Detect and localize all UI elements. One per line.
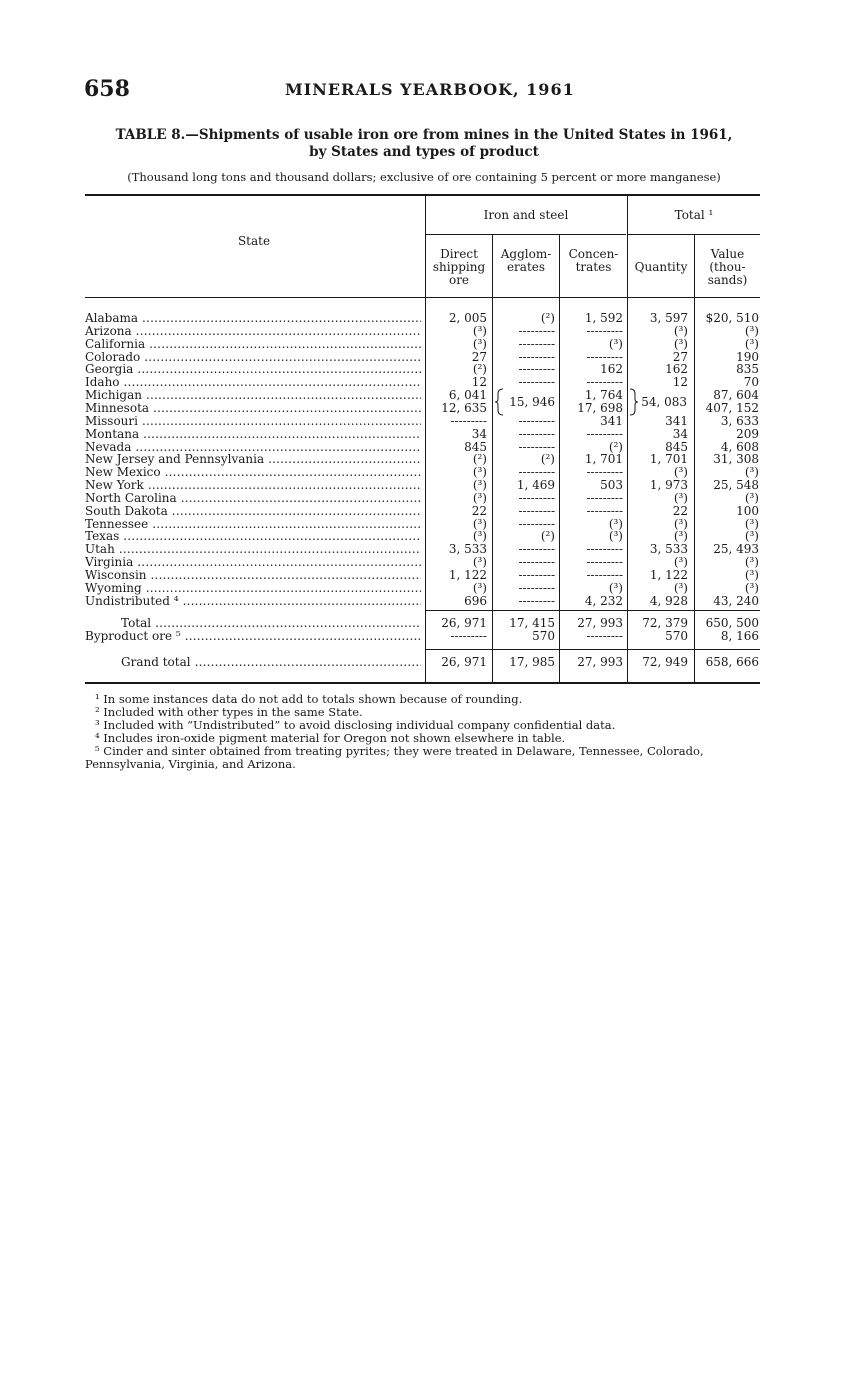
row-state: New Jersey and Pennsylvania .....	[85, 453, 421, 466]
quantity-bracket-value: 54, 083	[641, 395, 687, 409]
cell-agglom: ---------	[518, 516, 555, 531]
cell-agglom: ---------	[518, 542, 555, 557]
cell-value: (³)	[744, 580, 759, 595]
cell-direct: (³)	[472, 490, 487, 505]
cell-quantity: 3, 533	[649, 542, 688, 557]
cell-direct: (³)	[472, 516, 487, 531]
cell-concen: 27, 993	[577, 616, 623, 630]
table-row	[85, 312, 760, 325]
cell-quantity: 4, 928	[649, 593, 688, 608]
cell-direct: (³)	[472, 529, 487, 544]
cell-direct: 12, 635	[441, 400, 487, 415]
cell-concen: ---------	[586, 349, 623, 364]
row-state: Arizona .....	[85, 325, 421, 338]
cell-direct: (³)	[472, 336, 487, 351]
cell-value: (³)	[744, 336, 759, 351]
row-state: Wisconsin .....	[85, 569, 421, 582]
row-state: Nevada .....	[85, 441, 421, 454]
table-row	[85, 415, 760, 428]
cell-agglom: ---------	[518, 362, 555, 377]
row-state: Wyoming .....	[85, 582, 421, 595]
cell-value: (³)	[744, 568, 759, 582]
header-concentrates	[560, 248, 627, 274]
cell-direct: 34	[471, 426, 487, 441]
cell-direct: 26, 971	[441, 616, 487, 630]
cell-direct: ---------	[450, 413, 487, 428]
header-concen-line-1: Concen-	[568, 247, 619, 261]
table-row	[85, 376, 760, 389]
cell-agglom: 1, 469	[516, 478, 555, 493]
cell-agglom: ---------	[518, 490, 555, 505]
cell-quantity: 341	[665, 413, 688, 428]
cell-quantity: 845	[665, 439, 688, 454]
page-number: 658	[84, 76, 130, 102]
cell-value: $20, 510	[705, 311, 759, 325]
table-row	[85, 505, 760, 518]
cell-agglom: (²)	[540, 452, 555, 467]
cell-value: 4, 608	[720, 439, 759, 454]
cell-agglom: 17, 415	[509, 616, 555, 630]
header-value-line-2: (thou-	[709, 260, 746, 274]
header-direct-line-2: shipping	[432, 260, 486, 274]
cell-direct: (³)	[472, 478, 487, 493]
cell-concen: 503	[600, 478, 623, 493]
footnote: ¹ In some instances data do not add to totals shown because of rounding.	[95, 692, 523, 706]
row-state: Colorado .....	[85, 351, 421, 364]
header-concen-line-2: trates	[575, 260, 612, 274]
table-row	[85, 617, 760, 630]
cell-concen: ---------	[586, 323, 623, 338]
agglom-bracket-value: 15, 946	[509, 395, 555, 409]
row-state: Texas .....	[85, 530, 421, 543]
cell-agglom: ---------	[518, 593, 555, 608]
table-row	[85, 428, 760, 441]
cell-value: (³)	[744, 323, 759, 338]
cell-quantity: 72, 379	[642, 616, 688, 630]
row-state: South Dakota .....	[85, 505, 421, 518]
cell-agglom: ---------	[518, 580, 555, 595]
cell-concen: (²)	[608, 439, 623, 454]
row-state: Georgia .....	[85, 363, 421, 376]
cell-agglom: ---------	[518, 336, 555, 351]
row-state: North Carolina .....	[85, 492, 421, 505]
cell-concen: 4, 232	[584, 593, 623, 608]
cell-direct: 845	[464, 439, 487, 454]
cell-quantity: 12	[672, 375, 688, 390]
cell-quantity: (³)	[673, 323, 688, 338]
row-state: New York .....	[85, 479, 421, 492]
cell-concen: ---------	[586, 375, 623, 390]
cell-concen: ---------	[586, 629, 623, 643]
cell-agglom: ---------	[518, 323, 555, 338]
row-state: Total .....	[85, 617, 421, 630]
right-brace-icon	[628, 388, 640, 416]
cell-value: (³)	[744, 490, 759, 505]
cell-agglom: ---------	[518, 375, 555, 390]
cell-value: 25, 548	[713, 478, 759, 493]
cell-quantity: 72, 949	[642, 655, 688, 669]
cell-concen: ---------	[586, 568, 623, 582]
cell-value: 3, 633	[720, 413, 759, 428]
cell-direct: 2, 005	[448, 311, 487, 325]
table-row	[85, 543, 760, 556]
cell-concen: 162	[600, 362, 623, 377]
cell-concen: ---------	[586, 555, 623, 570]
row-state: Utah .....	[85, 543, 421, 556]
cell-direct: 26, 971	[441, 655, 487, 669]
table-subtitle: (Thousand long tons and thousand dollars; exclusive of ore containing 5 percent or more manganese)	[127, 170, 721, 184]
header-value-line-1: Value	[710, 247, 745, 261]
cell-agglom: 570	[532, 629, 555, 643]
table-row	[85, 338, 760, 351]
cell-value: 31, 308	[713, 452, 759, 467]
cell-quantity: 1, 701	[649, 452, 688, 467]
cell-concen: 1, 701	[584, 452, 623, 467]
cell-quantity: (³)	[673, 580, 688, 595]
row-state: Montana .....	[85, 428, 421, 441]
cell-concen: ---------	[586, 503, 623, 518]
cell-agglom: ---------	[518, 439, 555, 454]
cell-direct: (³)	[472, 465, 487, 480]
cell-quantity: (³)	[673, 490, 688, 505]
header-value	[695, 248, 760, 287]
row-state: Alabama .....	[85, 312, 421, 325]
cell-agglom: 17, 985	[509, 655, 555, 669]
cell-quantity: (³)	[673, 516, 688, 531]
row-state: Michigan .....	[85, 389, 421, 402]
bracket-values	[85, 396, 760, 409]
cell-concen: 17, 698	[577, 400, 623, 415]
cell-value: 8, 166	[720, 629, 759, 643]
cell-value: 650, 500	[705, 616, 759, 630]
cell-direct: 6, 041	[448, 388, 487, 403]
table-row	[85, 656, 760, 669]
cell-agglom: ---------	[518, 426, 555, 441]
cell-direct: 696	[464, 593, 487, 608]
row-state: Tennessee .....	[85, 518, 421, 531]
cell-value: 43, 240	[713, 593, 759, 608]
cell-value: 658, 666	[705, 655, 759, 669]
cell-quantity: (³)	[673, 465, 688, 480]
cell-value: (³)	[744, 529, 759, 544]
cell-concen: ---------	[586, 490, 623, 505]
cell-concen: (³)	[608, 529, 623, 544]
grand-total-rule	[426, 649, 760, 650]
header-value-line-3: sands)	[707, 273, 748, 287]
table-row	[85, 582, 760, 595]
table-row	[85, 569, 760, 582]
cell-direct: (²)	[472, 362, 487, 377]
cell-direct: 1, 122	[448, 568, 487, 582]
cell-value: 190	[736, 349, 759, 364]
cell-direct: (²)	[472, 452, 487, 467]
footnote: ³ Included with “Undistributed” to avoid disclosing individual company confidential data.	[95, 718, 616, 732]
total-rule-top	[426, 610, 760, 611]
cell-value: 25, 493	[713, 542, 759, 557]
table-row	[85, 492, 760, 505]
row-state: Undistributed ⁴ .....	[85, 595, 421, 608]
row-state: New Mexico .....	[85, 466, 421, 479]
cell-value: 835	[736, 362, 759, 377]
header-direct-line-3: ore	[448, 273, 470, 287]
cell-concen: 1, 764	[584, 388, 623, 403]
cell-value: 70	[743, 375, 759, 390]
cell-value: 87, 604	[713, 388, 759, 403]
cell-quantity: (³)	[673, 555, 688, 570]
cell-quantity: 3, 597	[649, 311, 688, 325]
cell-concen: ---------	[586, 426, 623, 441]
cell-value: (³)	[744, 555, 759, 570]
cell-concen: ---------	[586, 465, 623, 480]
header-bottom-rule	[85, 297, 760, 298]
cell-quantity: 1, 122	[649, 568, 688, 582]
cell-agglom: ---------	[518, 465, 555, 480]
table-row	[85, 325, 760, 338]
cell-agglom: (²)	[540, 311, 555, 325]
running-title: MINERALS YEARBOOK, 1961	[285, 80, 575, 99]
cell-quantity: (³)	[673, 529, 688, 544]
cell-direct: (³)	[472, 580, 487, 595]
cell-agglom: ---------	[518, 568, 555, 582]
row-state: Minnesota .....	[85, 402, 421, 415]
cell-value: 209	[736, 426, 759, 441]
footnote: ² Included with other types in the same State.	[95, 705, 363, 719]
cell-value: 407, 152	[705, 400, 759, 415]
cell-direct: 27	[471, 349, 487, 364]
cell-concen: (³)	[608, 336, 623, 351]
cell-direct: 12	[471, 375, 487, 390]
header-agglom-line-2: erates	[506, 260, 546, 274]
table-row	[85, 453, 760, 466]
table-title-line-2: by States and types of product	[309, 144, 539, 160]
cell-concen: 1, 592	[584, 311, 623, 325]
cell-concen: 27, 993	[577, 655, 623, 669]
cell-concen: ---------	[586, 542, 623, 557]
table-row	[85, 518, 760, 531]
cell-quantity: 22	[672, 503, 688, 518]
cell-direct: ---------	[450, 629, 487, 643]
row-state: Grand total .....	[85, 656, 421, 669]
cell-agglom: ---------	[518, 413, 555, 428]
cell-value: (³)	[744, 465, 759, 480]
table-row	[85, 595, 760, 608]
header-direct-line-1: Direct	[440, 247, 478, 261]
row-state: Virginia .....	[85, 556, 421, 569]
table-bottom-rule	[85, 682, 760, 684]
cell-direct: (³)	[472, 555, 487, 570]
iron-steel-rule	[426, 234, 626, 235]
cell-value: 100	[736, 503, 759, 518]
table-row	[85, 479, 760, 492]
cell-agglom: ---------	[518, 503, 555, 518]
cell-direct: 3, 533	[448, 542, 487, 557]
table-row	[85, 630, 760, 643]
cell-direct: (³)	[472, 323, 487, 338]
header-agglom-line-1: Agglom-	[500, 247, 552, 261]
footnote: ⁴ Includes iron-oxide pigment material for Oregon not shown elsewhere in table.	[95, 731, 566, 745]
cell-quantity: 1, 973	[649, 478, 688, 493]
cell-value: (³)	[744, 516, 759, 531]
header-quantity: Quantity	[634, 260, 688, 274]
header-iron-and-steel: Iron and steel	[483, 208, 569, 222]
table-row	[85, 363, 760, 376]
header-state: State	[237, 234, 271, 248]
cell-concen: (³)	[608, 580, 623, 595]
row-state: Byproduct ore ⁵ .....	[85, 630, 421, 643]
left-brace-icon	[494, 388, 506, 416]
cell-quantity: (³)	[673, 336, 688, 351]
cell-concen: 341	[600, 413, 623, 428]
footnote: ⁵ Cinder and sinter obtained from treating pyrites; they were treated in Delaware, Tennessee, Colorado, Pennsylvania, Virginia, and Arizona.	[85, 744, 704, 771]
header-direct-shipping-ore	[426, 248, 492, 287]
cell-quantity: 570	[665, 629, 688, 643]
header-total: Total ¹	[674, 208, 714, 222]
table-title-line-1: TABLE 8.—Shipments of usable iron ore from mines in the United States in 1961,	[115, 127, 733, 143]
cell-agglom: ---------	[518, 349, 555, 364]
header-agglomerates	[493, 248, 559, 274]
cell-quantity: 27	[672, 349, 688, 364]
table-top-rule	[85, 194, 760, 196]
row-state: California .....	[85, 338, 421, 351]
cell-direct: 22	[471, 503, 487, 518]
row-state: Idaho .....	[85, 376, 421, 389]
cell-agglom: (²)	[540, 529, 555, 544]
row-state: Missouri .....	[85, 415, 421, 428]
cell-quantity: 34	[672, 426, 688, 441]
table-row	[85, 351, 760, 364]
cell-quantity: 162	[665, 362, 688, 377]
cell-concen: (³)	[608, 516, 623, 531]
cell-agglom: ---------	[518, 555, 555, 570]
